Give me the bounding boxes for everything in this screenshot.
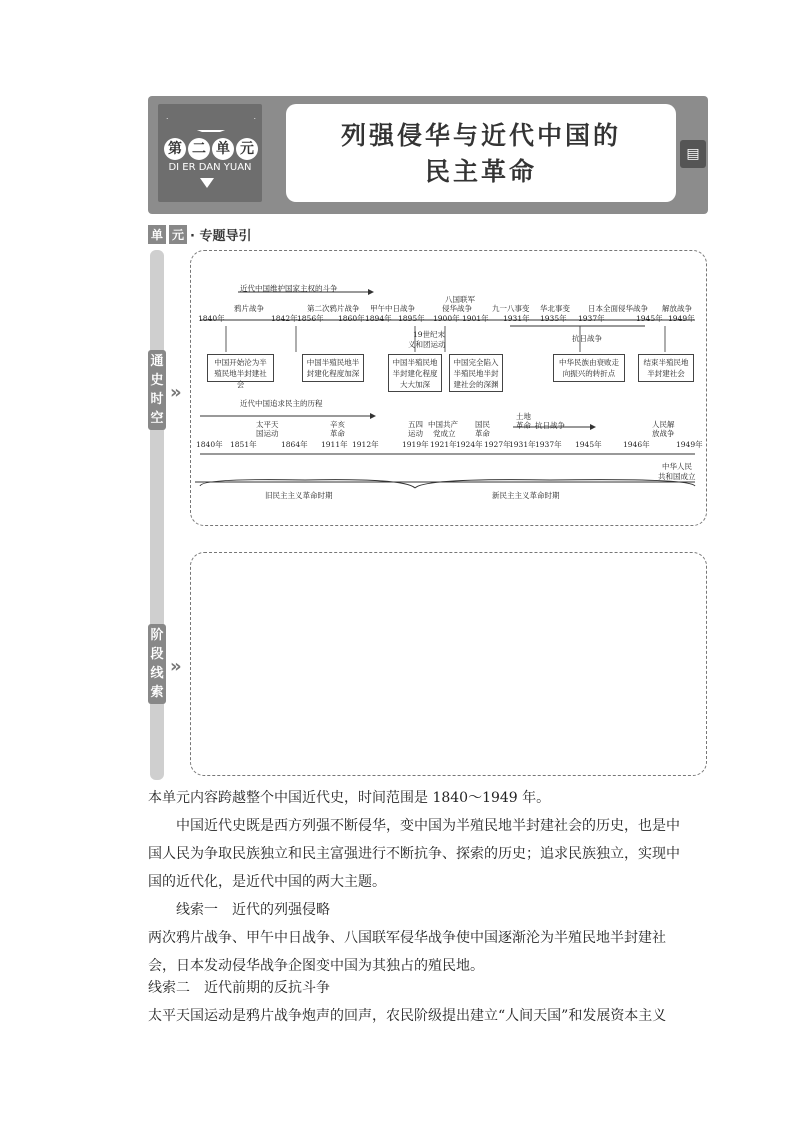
stage-box: 结束半殖民地半封建社会 (638, 354, 694, 382)
event: 太平天 (256, 420, 279, 429)
year: 1901年 (462, 314, 489, 323)
side-char: 索 (150, 685, 164, 700)
book-icon[interactable]: ▤ (680, 140, 706, 168)
year: 1931年 (509, 440, 536, 449)
event: 放战争 (652, 429, 675, 438)
event: 党成立 (433, 429, 456, 438)
badge-char: 二 (188, 138, 210, 160)
event: 解放战争 (662, 304, 692, 313)
triangle-down-icon (200, 178, 214, 188)
sub-block: 元 (169, 225, 187, 244)
year: 1912年 (352, 440, 379, 449)
stages-panel (190, 552, 707, 776)
stage-box: 中国开始沦为半殖民地半封建社会 (207, 354, 274, 382)
badge-char: 元 (236, 138, 258, 160)
chevron-right-icon: » (170, 382, 182, 403)
event: 鸦片战争 (234, 304, 264, 313)
event: 人民解 (652, 420, 675, 429)
title-line: 民主革命 (424, 157, 537, 186)
event: 辛亥 (330, 420, 345, 429)
year: 1945年 (636, 314, 663, 323)
event: 19世纪末 (413, 330, 446, 339)
event: 国运动 (256, 429, 279, 438)
year: 1935年 (540, 314, 567, 323)
event: 中华人民 (662, 462, 692, 471)
stage-box: 中国完全陷入半殖民地半封建社会的深渊 (449, 354, 503, 392)
event: 第二次鸦片战争 (307, 304, 360, 313)
badge-char: 第 (164, 138, 186, 160)
clue-heading: 线索二 近代前期的反抗斗争 (148, 980, 330, 996)
event: 革命 (516, 421, 531, 430)
year: 1900年 (433, 314, 460, 323)
side-char: 线 (150, 666, 164, 681)
side-char: 阶 (150, 628, 164, 643)
side-char: 通 (150, 354, 164, 369)
year: 1949年 (676, 440, 703, 449)
side-char: 段 (150, 647, 164, 662)
year: 1927年 (484, 440, 511, 449)
year: 1937年 (535, 440, 562, 449)
badge-pinyin: DI ER DAN YUAN (168, 162, 252, 173)
year: 1921年 (430, 440, 457, 449)
event: 九一八事变 (492, 304, 530, 313)
event: 运动 (408, 429, 423, 438)
side-char: 史 (150, 373, 164, 388)
event: 侵华战争 (442, 304, 472, 313)
section-subheading (148, 224, 252, 244)
event: 中国共产 (428, 420, 458, 429)
year: 1840年 (196, 440, 223, 449)
year: 1937年 (578, 314, 605, 323)
clue-heading: 线索一 近代的列强侵略 (176, 902, 330, 918)
event: 共和国成立 (658, 472, 696, 481)
badge-char: 单 (212, 138, 234, 160)
body-paragraph: 两次鸦片战争、甲午中日战争、八国联军侵华战争使中国逐渐沦为半殖民地半封建社会，日本发动侵华战争企图变中国为其独占的殖民地。 (148, 930, 666, 974)
year: 1945年 (575, 440, 602, 449)
chevron-right-icon: » (170, 656, 182, 677)
year: 1840年 (198, 314, 225, 323)
event: 革命 (330, 429, 345, 438)
year: 1895年 (398, 314, 425, 323)
body-paragraph: 本单元内容跨越整个中国近代史，时间范围是 1840～1949 年。 (148, 790, 551, 806)
period-label: 旧民主主义革命时期 (265, 491, 333, 500)
stage-box: 中国半殖民地半封建化程度加深 (302, 354, 364, 382)
side-label-timeline (148, 350, 166, 430)
body-paragraph: 中国近代史既是西方列强不断侵华，变中国为半殖民地半封建社会的历史，也是中国人民为争取民族独立和民主富强进行不断抗争、探索的历史；追求民族独立，实现中国的近代化，是近代中国的两大主题。 (148, 818, 680, 890)
year: 1856年 (297, 314, 324, 323)
side-label-stages (148, 624, 166, 704)
event: 抗日战争 (535, 421, 565, 430)
year: 1894年 (365, 314, 392, 323)
event: 国民 (475, 420, 490, 429)
side-char: 时 (150, 392, 164, 407)
title-line: 列强侵华与近代中国的 (340, 121, 621, 150)
year: 1931年 (503, 314, 530, 323)
sub-text: · 专题导引 (190, 228, 252, 244)
year: 1946年 (623, 440, 650, 449)
year: 1911年 (321, 440, 348, 449)
year: 1851年 (230, 440, 257, 449)
year: 1864年 (281, 440, 308, 449)
stage-box: 中国半殖民地半封建化程度大大加深 (388, 354, 442, 392)
event: 义和团运动 (408, 340, 446, 349)
year: 1949年 (668, 314, 695, 323)
stage-box: 中华民族由衰败走向振兴的转折点 (553, 354, 625, 382)
event: 土地 (516, 412, 531, 421)
period-label: 新民主主义革命时期 (492, 491, 560, 500)
event: 八国联军 (445, 295, 475, 304)
event: 抗日战争 (572, 334, 602, 343)
body-paragraph: 太平天国运动是鸦片战争炮声的回声，农民阶级提出建立“人间天国”和发展资本主义 (148, 1008, 667, 1024)
year: 1924年 (456, 440, 483, 449)
sub-block: 单 (148, 225, 166, 244)
side-char: 空 (150, 411, 164, 426)
year: 1860年 (338, 314, 365, 323)
event: 革命 (475, 429, 490, 438)
year: 1919年 (402, 440, 429, 449)
event: 甲午中日战争 (370, 304, 415, 313)
year: 1842年 (271, 314, 298, 323)
timeline1-caption: 近代中国维护国家主权的斗争 (240, 284, 338, 293)
event: 五四 (408, 420, 423, 429)
unit-title (286, 118, 676, 190)
timeline2-caption: 近代中国追求民主的历程 (240, 399, 323, 408)
event: 日本全面侵华战争 (588, 304, 648, 313)
badge-chars (164, 138, 258, 160)
event: 华北事变 (540, 304, 570, 313)
